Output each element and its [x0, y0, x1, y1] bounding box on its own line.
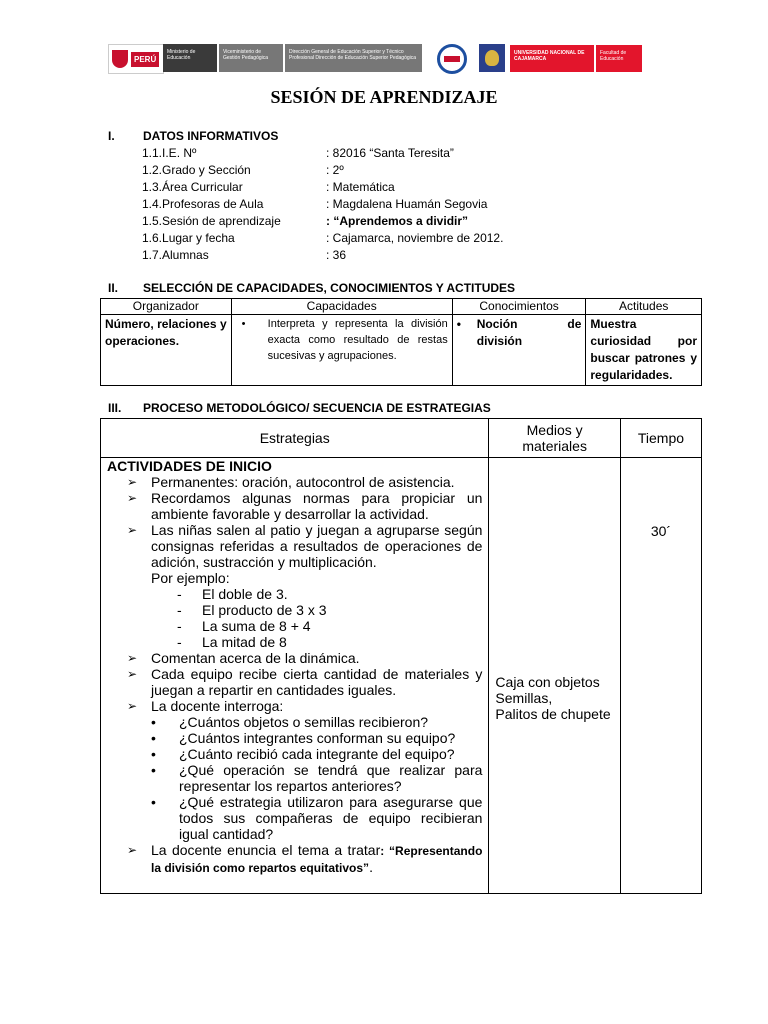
list-item [107, 666, 482, 698]
table-header: Organizador [101, 299, 232, 315]
peru-label: PERÚ [131, 52, 159, 67]
page-title: SESIÓN DE APRENDIZAJE [270, 87, 498, 107]
knowledge-text: Noción de división [476, 317, 582, 348]
list-item [107, 842, 482, 876]
arrow-bullet-icon: ➢ [127, 699, 138, 713]
capacity-text: Interpreta y representa la división exacta como resultado de restas sucesivas y agrupaciones. [267, 318, 448, 362]
info-key: 1.6.Lugar y fecha [142, 231, 235, 245]
material-item: Semillas, [495, 690, 553, 706]
section-title: PROCESO METODOLÓGICO/ SECUENCIA DE ESTRATEGIAS [143, 401, 491, 415]
item-text: La docente enuncia el tema a tratar [151, 842, 381, 858]
table-header: Conocimientos [452, 299, 586, 315]
example-label: Por ejemplo: [151, 570, 230, 586]
info-key: 1.2.Grado y Sección [142, 163, 251, 177]
shield-icon [112, 50, 128, 68]
bullet-icon: • [151, 714, 156, 730]
list-item [107, 650, 482, 666]
item-text: Recordamos algunas normas para propiciar un ambiente favorable y desarrollar la actividad. [151, 490, 483, 522]
table-header: Medios y materiales [489, 419, 620, 458]
info-value: : Matemática [326, 180, 395, 194]
direction-label: Dirección General de Educación Superior y Técnico Profesional Dirección de Educación Superior Pedagógica [285, 44, 422, 72]
question-text: ¿Cuántos objetos o semillas recibieron? [179, 714, 429, 730]
example-text: El producto de 3 x 3 [202, 602, 327, 618]
info-key: 1.3.Área Curricular [142, 180, 243, 194]
bullet-icon: • [151, 794, 156, 810]
arrow-bullet-icon: ➢ [127, 667, 138, 681]
item-text: La docente interroga: [151, 698, 284, 714]
arrow-bullet-icon: ➢ [127, 843, 138, 857]
university-crest-icon [479, 44, 505, 72]
list-item [107, 522, 482, 570]
bullet-icon: • [241, 318, 246, 330]
table-header: Estrategias [101, 419, 489, 458]
arrow-bullet-icon: ➢ [127, 475, 138, 489]
topic-text: : “Representando la división como repartos equitativos” [151, 844, 483, 875]
list-item [107, 474, 482, 490]
example-item: - El producto de 3 x 3 [177, 602, 327, 618]
time-cell [620, 458, 701, 894]
section-title: DATOS INFORMATIVOS [143, 129, 279, 143]
bullet-icon: • [151, 746, 156, 762]
question-text: ¿Cuánto recibió cada integrante del equipo? [179, 746, 455, 762]
info-value: : “Aprendemos a dividir” [326, 214, 469, 228]
activities-heading: ACTIVIDADES DE INICIO [107, 458, 272, 474]
info-value: : 2º [326, 163, 344, 177]
example-item: - La suma de 8 + 4 [177, 618, 311, 634]
section-title: SELECCIÓN DE CAPACIDADES, CONOCIMIENTOS Y ACTITUDES [143, 281, 516, 295]
arrow-bullet-icon: ➢ [127, 523, 138, 537]
table-header: Capacidades [231, 299, 452, 315]
question-text: ¿Qué operación se tendrá que realizar para representar los repartos anteriores? [179, 762, 483, 794]
table-header: Actitudes [586, 299, 702, 315]
example-item: - El doble de 3. [177, 586, 288, 602]
faculty-label: Facultad de Educación [596, 45, 642, 72]
example-text: El doble de 3. [202, 586, 288, 602]
item-text: Comentan acerca de la dinámica. [151, 650, 360, 666]
bullet-icon: • [151, 762, 156, 778]
bullet-icon: • [456, 317, 461, 331]
section-number: II. [108, 281, 119, 295]
knowledge-cell [452, 315, 586, 386]
arrow-bullet-icon: ➢ [127, 491, 138, 505]
question-item [107, 794, 482, 842]
question-text: ¿Cuántos integrantes conforman su equipo? [179, 730, 456, 746]
info-key: 1.7.Alumnas [142, 248, 209, 262]
capacity-cell [231, 315, 452, 386]
bullet-icon: • [151, 730, 156, 746]
info-value: : 36 [326, 248, 347, 262]
item-text: Las niñas salen al patio y juegan a agruparse según consignas referidas a resultados de operaciones de adición, sustracción y multiplicación. [151, 522, 483, 570]
info-value: : 82016 “Santa Teresita” [326, 146, 454, 160]
organizer-cell: Número, relaciones y operaciones. [101, 315, 232, 386]
list-item [107, 698, 482, 714]
item-text: Permanentes: oración, autocontrol de asistencia. [151, 474, 455, 490]
arrow-bullet-icon: ➢ [127, 651, 138, 665]
institution-round-logo [437, 44, 467, 74]
ministry-label: Ministerio de Educación [163, 44, 217, 72]
question-item [107, 746, 482, 762]
vice-ministry-label: Viceministerio de Gestión Pedagógica [219, 44, 283, 72]
list-item [107, 490, 482, 522]
question-item [107, 714, 482, 730]
materials-cell [489, 458, 620, 894]
item-text: Cada equipo recibe cierta cantidad de materiales y juegan a repartir en cantidades iguales. [151, 666, 483, 698]
info-value: : Magdalena Huamán Segovia [326, 197, 488, 211]
capacities-table [100, 298, 702, 386]
question-item [107, 730, 482, 746]
example-text: La mitad de 8 [202, 634, 287, 650]
peru-logo [108, 44, 164, 74]
strategies-table [100, 418, 702, 894]
strategies-cell [101, 458, 489, 894]
info-key: 1.1.I.E. Nº [142, 146, 197, 160]
question-text: ¿Qué estrategia utilizaron para asegurarse que todos sus compañeras de equipo recibieran igual cantidad? [179, 794, 483, 842]
section-number: III. [108, 401, 122, 415]
material-item: Palitos de chupete [495, 706, 611, 722]
example-text: La suma de 8 + 4 [202, 618, 311, 634]
item-end: . [369, 859, 373, 875]
example-item: - La mitad de 8 [177, 634, 287, 650]
material-item: Caja con objetos [495, 674, 600, 690]
time-value: 30´ [650, 523, 672, 539]
attitude-cell: Muestra curiosidad por buscar patrones y regularidades. [586, 315, 702, 386]
university-label: UNIVERSIDAD NACIONAL DE CAJAMARCA [510, 45, 594, 72]
table-header: Tiempo [620, 419, 701, 458]
question-item [107, 762, 482, 794]
info-key: 1.5.Sesión de aprendizaje [142, 214, 281, 228]
info-key: 1.4.Profesoras de Aula [142, 197, 264, 211]
section-number: I. [108, 129, 115, 143]
info-value: : Cajamarca, noviembre de 2012. [326, 231, 504, 245]
